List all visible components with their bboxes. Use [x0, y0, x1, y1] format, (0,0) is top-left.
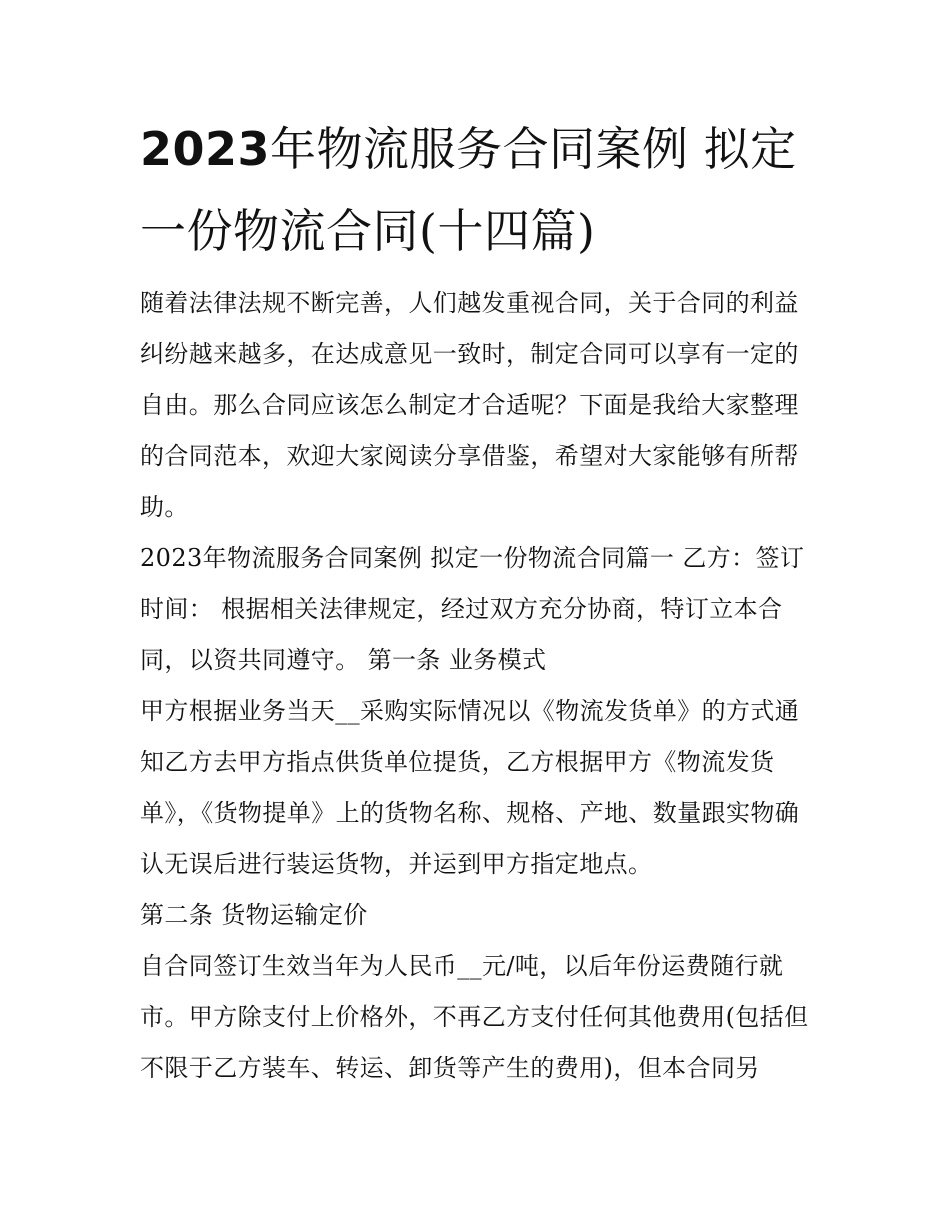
contract-header-paragraph: 2023年物流服务合同案例 拟定一份物流合同篇一 乙方：签订时间： 根据相关法律规定，经过双方充分协商，特订立本合同，以资共同遵守。 第一条 业务模式: [140, 544, 805, 674]
article-two-heading: 第二条 货物运输定价: [140, 901, 368, 929]
business-mode-paragraph: 甲方根据业务当天__采购实际情况以《物流发货单》的方式通知乙方去甲方指点供货单位提货，乙方根据甲方《物流发货单》，《货物提单》上的货物名称、规格、产地、数量跟实物确认无误后进行装运货物，并运到甲方指定地点。: [140, 697, 800, 878]
pricing-paragraph: 自合同签订生效当年为人民币__元/吨，以后年份运费随行就市。甲方除支付上价格外，不再乙方支付任何其他费用(包括但不限于乙方装车、转运、卸货等产生的费用)，但本合同另: [140, 952, 809, 1082]
document-page: [140, 108, 820, 1094]
intro-paragraph: 随着法律法规不断完善，人们越发重视合同，关于合同的利益纠纷越来越多，在达成意见一致时，制定合同可以享有一定的自由。那么合同应该怎么制定才合适呢？下面是我给大家整理的合同范本，欢迎大家阅读分享借鉴，希望对大家能够有所帮助。: [140, 289, 799, 521]
title-text: 年物流服务合同案例 拟定一份物流合同(十四篇): [140, 122, 797, 258]
document-title: [140, 108, 820, 272]
title-year: 2023: [140, 122, 271, 176]
